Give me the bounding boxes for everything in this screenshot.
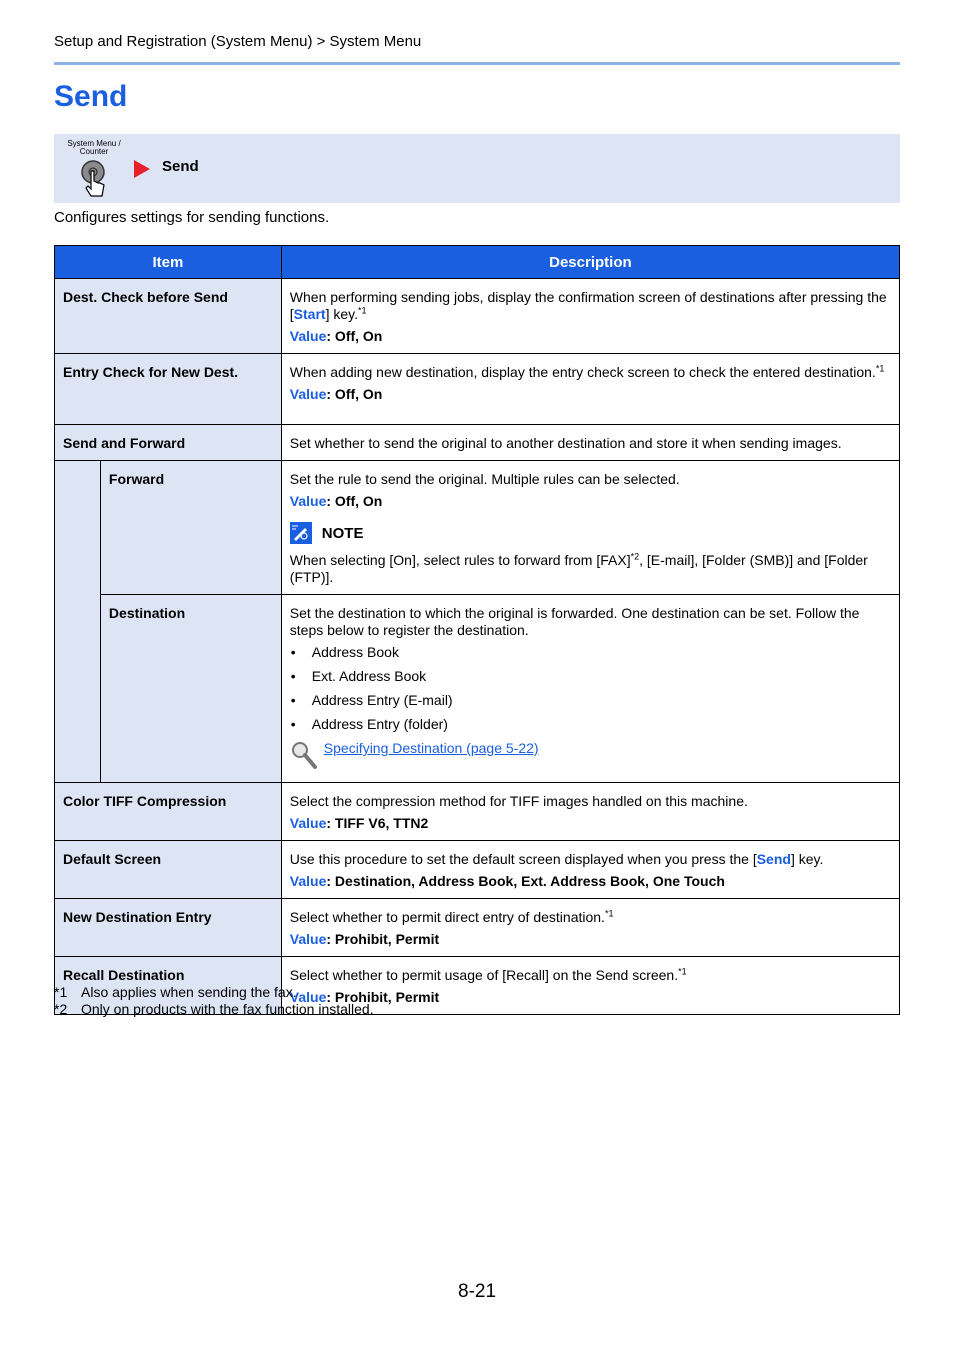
desc-default-screen: Use this procedure to set the default screen displayed when you press the [Send] key. Value: Destination, Address Book, Ext. Address Book, One Touch xyxy=(281,841,899,899)
desc-forward: Set the rule to send the original. Multiple rules can be selected. Value: Off, On NOTE When selecting [On], select rules to forward from [FAX]$^{*2}$, [E-mail], [Folder (SMB)] and [Folder (FTP)]. xyxy=(281,461,899,595)
specifying-destination-link[interactable]: Specifying Destination (page 5-22) xyxy=(323,740,539,756)
item-default-screen: Default Screen xyxy=(55,841,282,899)
table-row xyxy=(55,354,900,425)
table-row xyxy=(55,595,900,783)
arrow-right-icon xyxy=(134,160,150,178)
table-row xyxy=(55,899,900,957)
table-row xyxy=(55,279,900,354)
system-menu-key-icon xyxy=(78,159,110,199)
desc-new-destination: Select whether to permit direct entry of destination.$^{*1}$ Value: Prohibit, Permit xyxy=(281,899,899,957)
breadcrumb: Setup and Registration (System Menu) > System Menu xyxy=(54,33,422,50)
desc-send-forward: Set whether to send the original to another destination and store it when sending images. xyxy=(281,425,899,461)
note-heading: NOTE xyxy=(290,522,891,544)
table-row xyxy=(55,841,900,899)
intro-text: Configures settings for sending functions. xyxy=(54,209,330,226)
list-item: • Address Entry (folder) xyxy=(290,716,891,733)
system-menu-key-label: System Menu / Counter xyxy=(67,139,121,156)
desc-recall-destination: Select whether to permit usage of [Recall] on the Send screen.$^{*1}$ Value: Prohibit, Permit xyxy=(281,957,899,1015)
settings-table xyxy=(54,245,900,1015)
desc-dest-check: When performing sending jobs, display the confirmation screen of destinations after pressing the [Start] key.$^{*1}$ Value: Off, On xyxy=(281,279,899,354)
desc-destination: Set the destination to which the original is forwarded. One destination can be set. Follow the steps below to register the destination. • Address Book • Ext. Address Book • Address Entry (E-mail) • Address Entry (folder) Specifying Destination (page 5-22) xyxy=(281,595,899,783)
header-description: Description xyxy=(281,246,899,279)
item-send-forward: Send and Forward xyxy=(55,425,282,461)
page-number: 8-21 xyxy=(458,1281,497,1302)
nav-target-send: Send xyxy=(162,158,199,175)
desc-color-tiff: Select the compression method for TIFF images handled on this machine. Value: TIFF V6, TTN2 xyxy=(281,783,899,841)
header-item: Item xyxy=(55,246,282,279)
footnote: *2 Only on products with the fax function installed. xyxy=(54,1001,374,1017)
item-forward: Forward xyxy=(100,461,281,595)
list-item: • Ext. Address Book xyxy=(290,668,891,685)
reference-link-row xyxy=(290,740,891,770)
note-icon xyxy=(290,522,312,544)
item-destination: Destination xyxy=(100,595,281,783)
item-color-tiff: Color TIFF Compression xyxy=(55,783,282,841)
magnifier-icon xyxy=(290,740,318,770)
table-row xyxy=(55,783,900,841)
header-rule xyxy=(54,62,900,65)
item-recall-destination: Recall Destination xyxy=(55,957,282,1015)
list-item: • Address Entry (E-mail) xyxy=(290,692,891,709)
table-row xyxy=(55,461,900,595)
item-dest-check: Dest. Check before Send xyxy=(55,279,282,354)
indent-cell xyxy=(55,461,101,783)
list-item: • Address Book xyxy=(290,644,891,661)
footnote: *1 Also applies when sending the fax. xyxy=(54,984,297,1000)
table-header-row xyxy=(55,246,900,279)
destination-options-list xyxy=(290,644,891,733)
page-title: Send xyxy=(54,80,128,113)
item-new-destination: New Destination Entry xyxy=(55,899,282,957)
navigation-path-box xyxy=(54,134,900,203)
desc-entry-check: When adding new destination, display the entry check screen to check the entered destination.$^{*1}$ Value: Off, On xyxy=(281,354,899,425)
item-entry-check: Entry Check for New Dest. xyxy=(55,354,282,425)
table-row xyxy=(55,425,900,461)
